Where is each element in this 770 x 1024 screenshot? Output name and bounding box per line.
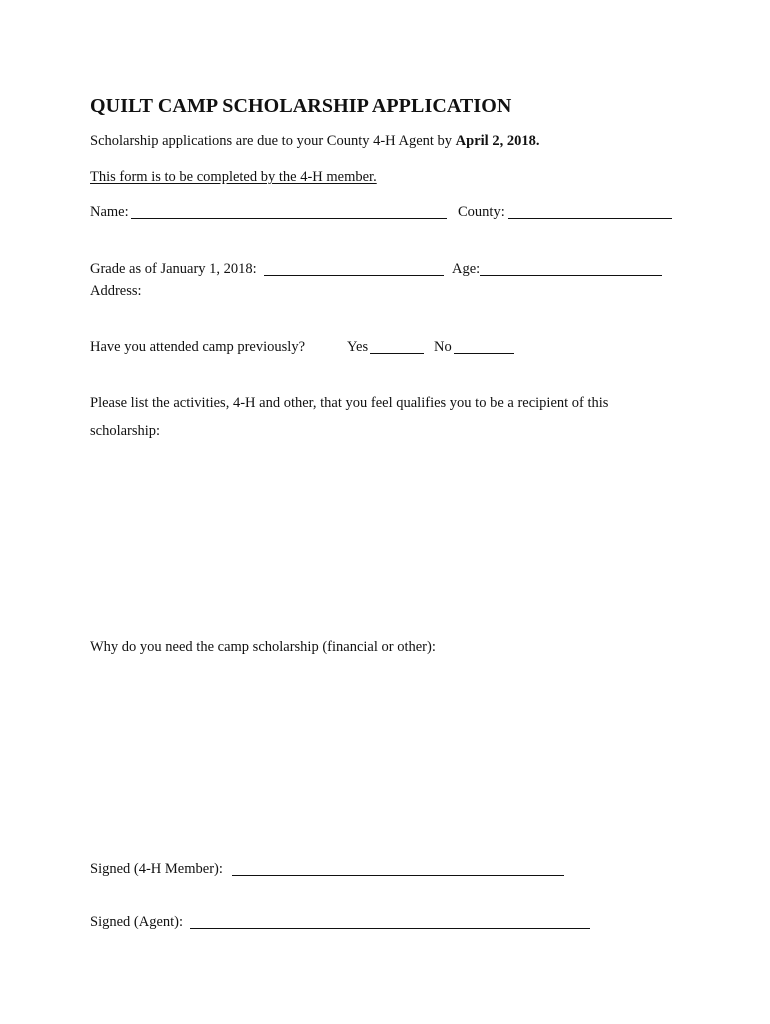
activities-answer-area[interactable] — [90, 446, 680, 616]
name-field[interactable] — [131, 218, 447, 219]
need-prompt: Why do you need the camp scholarship (financial or other): — [90, 639, 436, 655]
form-instructions: This form is to be completed by the 4-H member. — [90, 169, 377, 185]
need-answer-area[interactable] — [90, 662, 680, 842]
due-text: Scholarship applications are due to your County 4-H Agent by — [90, 133, 456, 149]
form-title: QUILT CAMP SCHOLARSHIP APPLICATION — [90, 95, 512, 117]
age-field[interactable] — [480, 275, 662, 276]
agent-signature-label: Signed (Agent): — [90, 914, 184, 930]
member-signature-label: Signed (4-H Member): — [90, 861, 223, 877]
grade-label: Grade as of January 1, 2018: — [90, 261, 257, 277]
due-date-notice — [90, 134, 539, 149]
address-label: Address: — [90, 283, 142, 299]
camp-question-label: Have you attended camp previously? — [90, 339, 306, 355]
activities-prompt-line1: Please list the activities, 4-H and other, that you feel qualifies you to be a recipient of this — [90, 395, 609, 411]
member-signature-field[interactable] — [232, 875, 564, 876]
yes-field[interactable] — [370, 353, 424, 354]
no-label: No — [434, 339, 452, 355]
due-date: April 2, 2018. — [455, 133, 540, 149]
county-label: County: — [458, 204, 505, 220]
county-field[interactable] — [508, 218, 672, 219]
yes-label: Yes — [347, 339, 369, 355]
agent-signature-field[interactable] — [190, 928, 590, 929]
no-field[interactable] — [454, 353, 514, 354]
grade-field[interactable] — [264, 275, 444, 276]
age-label: Age: — [452, 261, 481, 277]
activities-prompt-line2: scholarship: — [90, 423, 161, 439]
name-label: Name: — [90, 204, 129, 220]
